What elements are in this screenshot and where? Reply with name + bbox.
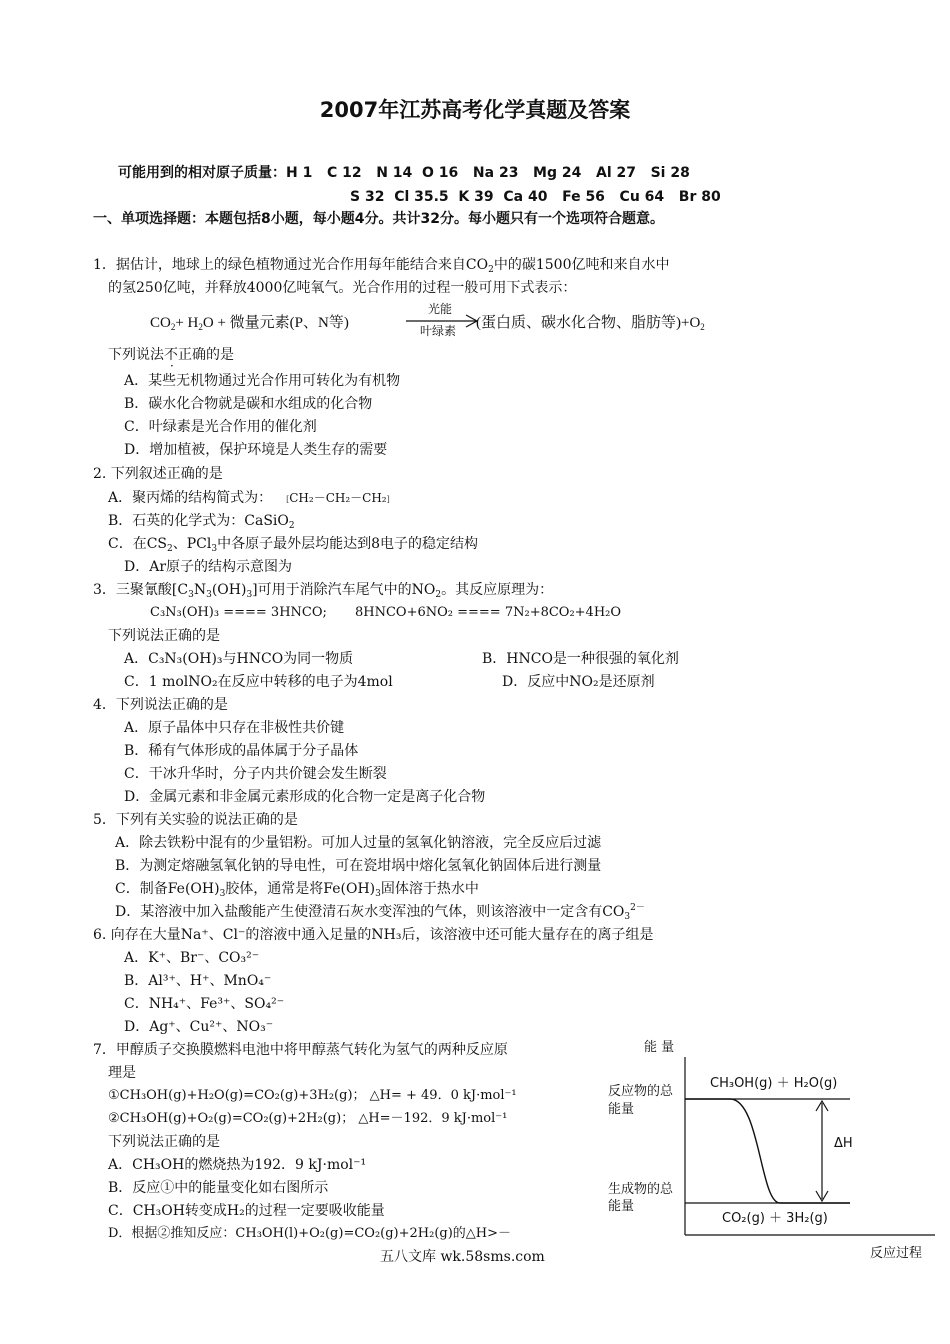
q1-stem-emphasis: 不 [164,347,178,363]
q6-stem: 6. 向存在大量Na⁺、Cl⁻的溶液中通入足量的NH₃后，该溶液中还可能大量存在的离子组是 [93,927,654,943]
q5-c-a: C．制备Fe(OH) [115,881,220,897]
q2-c-b: 、PCl [172,536,212,552]
q1-equation-right: (蛋白质、碳水化合物、脂肪等)$+O_2$ [476,315,705,332]
q7-reaction-2: ②CH₃OH(g)+O₂(g)=CO₂(g)+2H₂(g)； △H=－192．9 kJ·mol⁻¹ [108,1111,508,1126]
q7-option-b: B．反应①中的能量变化如右图所示 [108,1180,329,1196]
q7-option-c: C．CH₃OH转变成H₂的过程一定要吸收能量 [108,1203,385,1219]
section-heading: 一、单项选择题：本题包括8小题，每小题4分。共计32分。每小题只有一个选项符合题意。 [93,211,664,227]
reactant-energy-label-1: 反应物的总 [608,1084,674,1099]
q4-stem: 4．下列说法正确的是 [93,697,228,713]
q5-option-c: C．制备$Fe(OH)_3$胶体，通常是将$Fe(OH)_3$固体溶于热水中 [115,881,479,899]
polypropylene-formula: CH₂－CH₂－CH₂ [289,491,387,505]
q1-stem-b: 正确的是 [178,347,234,363]
q3-stem-d: ]可用于消除汽车尾气中的NO [252,582,436,598]
energy-diagram [600,1035,940,1265]
q2-option-b: B．石英的化学式为：CaSiO$_2$ [108,513,295,531]
q6-option-a: A．K⁺、Br⁻、CO₃²⁻ [124,950,260,966]
y-axis-label: 能 量 [644,1040,675,1055]
q1-stem-a: 下列说法 [108,347,164,363]
q7-stem-2: 理是 [108,1065,136,1081]
arrow-condition-top: 光能 [428,302,453,316]
q1-line-2: 的氢250亿吨，并释放4000亿吨氧气。光合作用的过程一般可用下式表示： [108,280,577,296]
product-energy-label-2: 能量 [608,1199,635,1214]
atomic-mass-row-2: S 32 Cl 35.5 K 39 Ca 40 Fe 56 Cu 64 Br 80 [350,189,721,205]
q7-reaction-1: ①CH₃OH(g)+H₂O(g)=CO₂(g)+3H₂(g)； △H= + 49．0 kJ·mol⁻¹ [108,1088,517,1103]
q3-stem-c: (OH) [211,582,247,598]
q5-c-b: 胶体，通常是将Fe(OH) [225,881,376,897]
reactant-species: CH₃OH(g) ＋ H₂O(g) [710,1076,838,1091]
product-species: CO₂(g) ＋ 3H₂(g) [722,1211,828,1226]
q1-equation-left: $CO_2+ H_2O$ + 微量元素(P、N等) [150,315,349,332]
q4-option-b: B．稀有气体形成的晶体属于分子晶体 [124,743,359,759]
atomic-mass-row-1 [118,164,690,182]
q2-a-text: A．聚丙烯的结构简式为： [108,490,273,506]
q3-stem: 3．三聚氰酸$[C_3N_3(OH)_3]$可用于消除汽车尾气中的$NO_2$。其反应原理为： [93,582,554,600]
q1-line1-b: 中的碳1500亿吨和来自水中 [493,257,670,273]
eq-co2: CO [150,315,171,331]
q5-option-d: D．某溶液中加入盐酸能产生使澄清石灰水变浑浊的气体，则该溶液中一定含有$CO_3^{2-}$ [115,903,645,922]
q5-option-a: A．除去铁粉中混有的少量铝粉。可加人过量的氢氧化钠溶液，完全反应后过滤 [115,835,602,851]
eq-products: (蛋白质、碳水化合物、脂肪等)+O [476,315,701,331]
q2-stem: 2. 下列叙述正确的是 [93,466,223,482]
q6-option-d: D．Ag⁺、Cu²⁺、NO₃⁻ [124,1019,274,1035]
q1-option-a: A．某些无机物通过光合作用可转化为有机物 [124,373,401,389]
q6-option-c: C．NH₄⁺、Fe³⁺、SO₄²⁻ [124,996,285,1012]
q2-option-d: D．Ar原子的结构示意图为 [124,559,293,575]
q6-option-b: B．Al³⁺、H⁺、MnO₄⁻ [124,973,272,989]
atomic-mass-label: 可能用到的相对原子质量： [118,165,286,181]
q3-stem-e: 。其反应原理为： [441,582,554,598]
q2-b-text: B．石英的化学式为：CaSiO [108,513,289,529]
formula-bracket-icon: [ [286,495,290,504]
q1-option-b: B．碳水化合物就是碳和水组成的化合物 [124,396,373,412]
q5-stem: 5．下列有关实验的说法正确的是 [93,812,298,828]
q2-c-c: 中各原子最外层均能达到8电子的稳定结构 [217,536,478,552]
q4-option-d: D．金属元素和非金属元素形成的化合物一定是离子化合物 [124,789,486,805]
q4-option-a: A．原子晶体中只存在非极性共价键 [124,720,345,736]
arrow-condition-bottom: 叶绿素 [420,324,457,338]
q2-option-c: C．在$CS_2$、PCl$_3$中各原子最外层均能达到8电子的稳定结构 [108,536,478,554]
q1-line1-a: 1．据估计，地球上的绿色植物通过光合作用每年能结合来自CO [93,257,489,273]
eq-rest: O + 微量元素(P、N等) [202,315,349,331]
q5-c-c: 固体溶于热水中 [380,881,479,897]
q3-stem-2: 下列说法正确的是 [108,628,220,644]
energy-curve [685,1099,850,1203]
delta-h-label: ΔH [834,1136,853,1151]
product-energy-label-1: 生成物的总 [608,1182,674,1197]
q7-option-a: A．CH₃OH的燃烧热为192．9 kJ·mol⁻¹ [108,1157,367,1173]
q3-stem-b: N [193,582,207,598]
atomic-mass-values-1: H 1 C 12 N 14 O 16 Na 23 Mg 24 Al 27 Si 28 [286,165,690,181]
reactant-energy-label-2: 能量 [608,1102,635,1117]
q1-stem [108,346,234,364]
q2-c-a: C．在CS [108,536,168,552]
q3-stem-a: 3．三聚氰酸[C [93,582,189,598]
x-axis-label: 反应过程 [870,1246,923,1261]
q3-option-a: A．C₃N₃(OH)₃与HNCO为同一物质 [124,651,354,667]
q5-option-b: B．为测定熔融氢氧化钠的导电性，可在瓷坩埚中熔化氢氧化钠固体后进行测量 [115,858,602,874]
eq-h: + H [175,315,199,331]
q3-option-d: D．反应中NO₂是还原剂 [502,674,655,690]
q2-option-a [108,489,390,509]
footer-watermark: 五八文库 wk.58sms.com [380,1249,545,1265]
q3-option-b: B．HNCO是一种很强的氧化剂 [482,651,679,667]
q5-d-a: D．某溶液中加入盐酸能产生使澄清石灰水变浑浊的气体，则该溶液中一定含有CO [115,904,625,920]
q7-stem-1: 7．甲醇质子交换膜燃料电池中将甲醇蒸气转化为氢气的两种反应原 [93,1042,508,1058]
q7-stem-3: 下列说法正确的是 [108,1134,220,1150]
page-title: 2007年江苏高考化学真题及答案 [319,98,631,122]
formula-bracket-icon: ] [386,495,390,504]
q5-d-charge: 2－ [630,903,645,913]
q4-option-c: C．干冰升华时，分子内共价键会发生断裂 [124,766,387,782]
q3-reaction-2: 8HNCO+6NO₂ ==== 7N₂+8CO₂+4H₂O [355,605,622,620]
q3-reaction-1: C₃N₃(OH)₃ ==== 3HNCO; [150,605,327,620]
q1-option-d: D．增加植被，保护环境是人类生存的需要 [124,442,388,458]
q3-option-c: C．1 molNO₂在反应中转移的电子为4mol [124,674,393,690]
q7-option-d: D．根据②推知反应：CH₃OH(l)+O₂(g)=CO₂(g)+2H₂(g)的△H>－ [108,1226,512,1241]
q1-option-c: C．叶绿素是光合作用的催化剂 [124,419,317,435]
q1-line-1: 1．据估计，地球上的绿色植物通过光合作用每年能结合来自$CO_2$中的碳1500亿吨和来自水中 [93,257,670,275]
